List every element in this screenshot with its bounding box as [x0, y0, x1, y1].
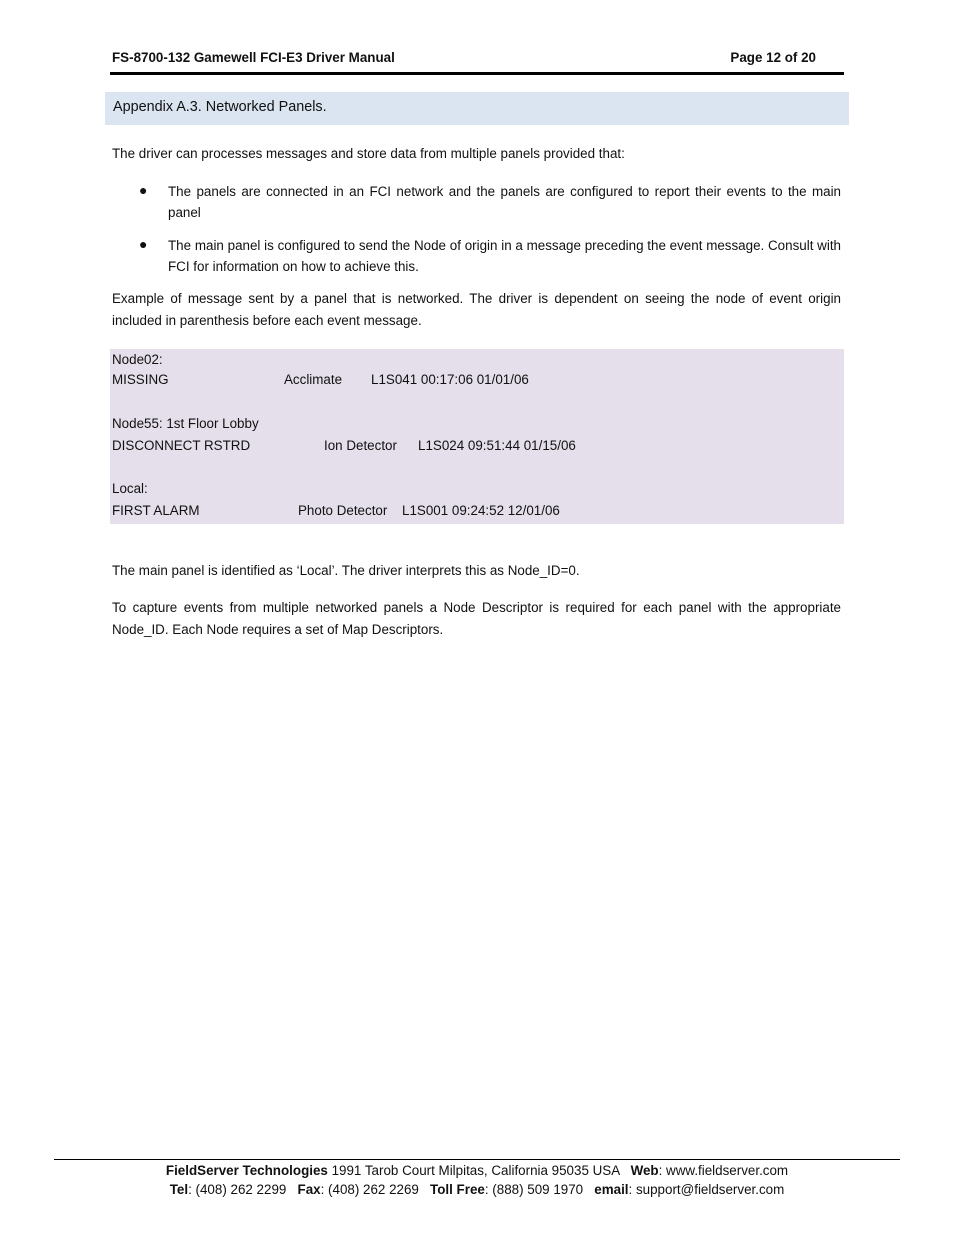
- bullet-item: The panels are connected in an FCI network and the panels are configured to report their events to the main panel: [168, 184, 841, 220]
- footer-address: 1991 Tarob Court Milpitas, California 95035 USA: [327, 1163, 631, 1178]
- example-intro-paragraph: Example of message sent by a panel that is networked. The driver is dependent on seeing the node of event origin included in parenthesis before each event message.: [112, 291, 841, 328]
- bullet-icon: ●: [139, 236, 148, 252]
- example-event-type: DISCONNECT RSTRD: [112, 438, 251, 453]
- local-note-paragraph: The main panel is identified as ‘Local’. The driver interprets this as Node_ID=0.: [112, 563, 580, 578]
- footer-company-name: FieldServer Technologies: [165, 1163, 328, 1178]
- section-heading-band: [105, 92, 849, 125]
- example-node-label: Local:: [112, 481, 148, 496]
- example-device: Acclimate: [284, 372, 343, 387]
- example-node-label: Node55: 1st Floor Lobby: [112, 416, 259, 431]
- document-title: FS-8700-132 Gamewell FCI-E3 Driver Manual: [112, 50, 395, 65]
- bullet-item: The main panel is configured to send the Node of origin in a message preceding the event message. Consult with FCI for information on how to achieve this.: [168, 238, 841, 274]
- example-event-type: MISSING: [112, 372, 169, 387]
- footer-fax-label: Fax: [297, 1182, 321, 1197]
- footer-email-link[interactable]: : support@fieldserver.com: [628, 1182, 785, 1197]
- example-event-detail: L1S024 09:51:44 01/15/06: [418, 438, 576, 453]
- footer-web-link[interactable]: : www.fieldserver.com: [658, 1163, 789, 1178]
- footer-tel-label: Tel: [169, 1182, 189, 1197]
- footer-company-line: [0, 1163, 954, 1178]
- example-node-label: Node02:: [112, 352, 163, 367]
- footer-email-label: email: [594, 1182, 629, 1197]
- intro-paragraph: The driver can processes messages and store data from multiple panels provided that:: [112, 146, 625, 161]
- footer-fax-value: : (408) 262 2269: [320, 1182, 431, 1197]
- example-event-type: FIRST ALARM: [112, 503, 200, 518]
- example-event-detail: L1S041 00:17:06 01/01/06: [371, 372, 529, 387]
- footer-tollfree-label: Toll Free: [430, 1182, 485, 1197]
- section-title: Appendix A.3. Networked Panels.: [113, 99, 327, 115]
- footer-divider: [54, 1159, 900, 1160]
- header-divider: [110, 72, 844, 75]
- example-device: Photo Detector: [298, 503, 388, 518]
- example-event-detail: L1S001 09:24:52 12/01/06: [402, 503, 560, 518]
- example-device: Ion Detector: [324, 438, 397, 453]
- page-number: Page 12 of 20: [730, 50, 816, 65]
- bullet-icon: ●: [139, 182, 148, 198]
- footer-contact-line: [0, 1182, 954, 1197]
- footer-web-label: Web: [630, 1163, 659, 1178]
- example-message-box: [110, 349, 844, 524]
- capture-note-paragraph: To capture events from multiple networked panels a Node Descriptor is required for each panel with the appropriate Node_ID. Each Node requires a set of Map Descriptors.: [112, 600, 841, 637]
- footer-tollfree-value: : (888) 509 1970: [484, 1182, 595, 1197]
- footer-tel-value: : (408) 262 2299: [188, 1182, 298, 1197]
